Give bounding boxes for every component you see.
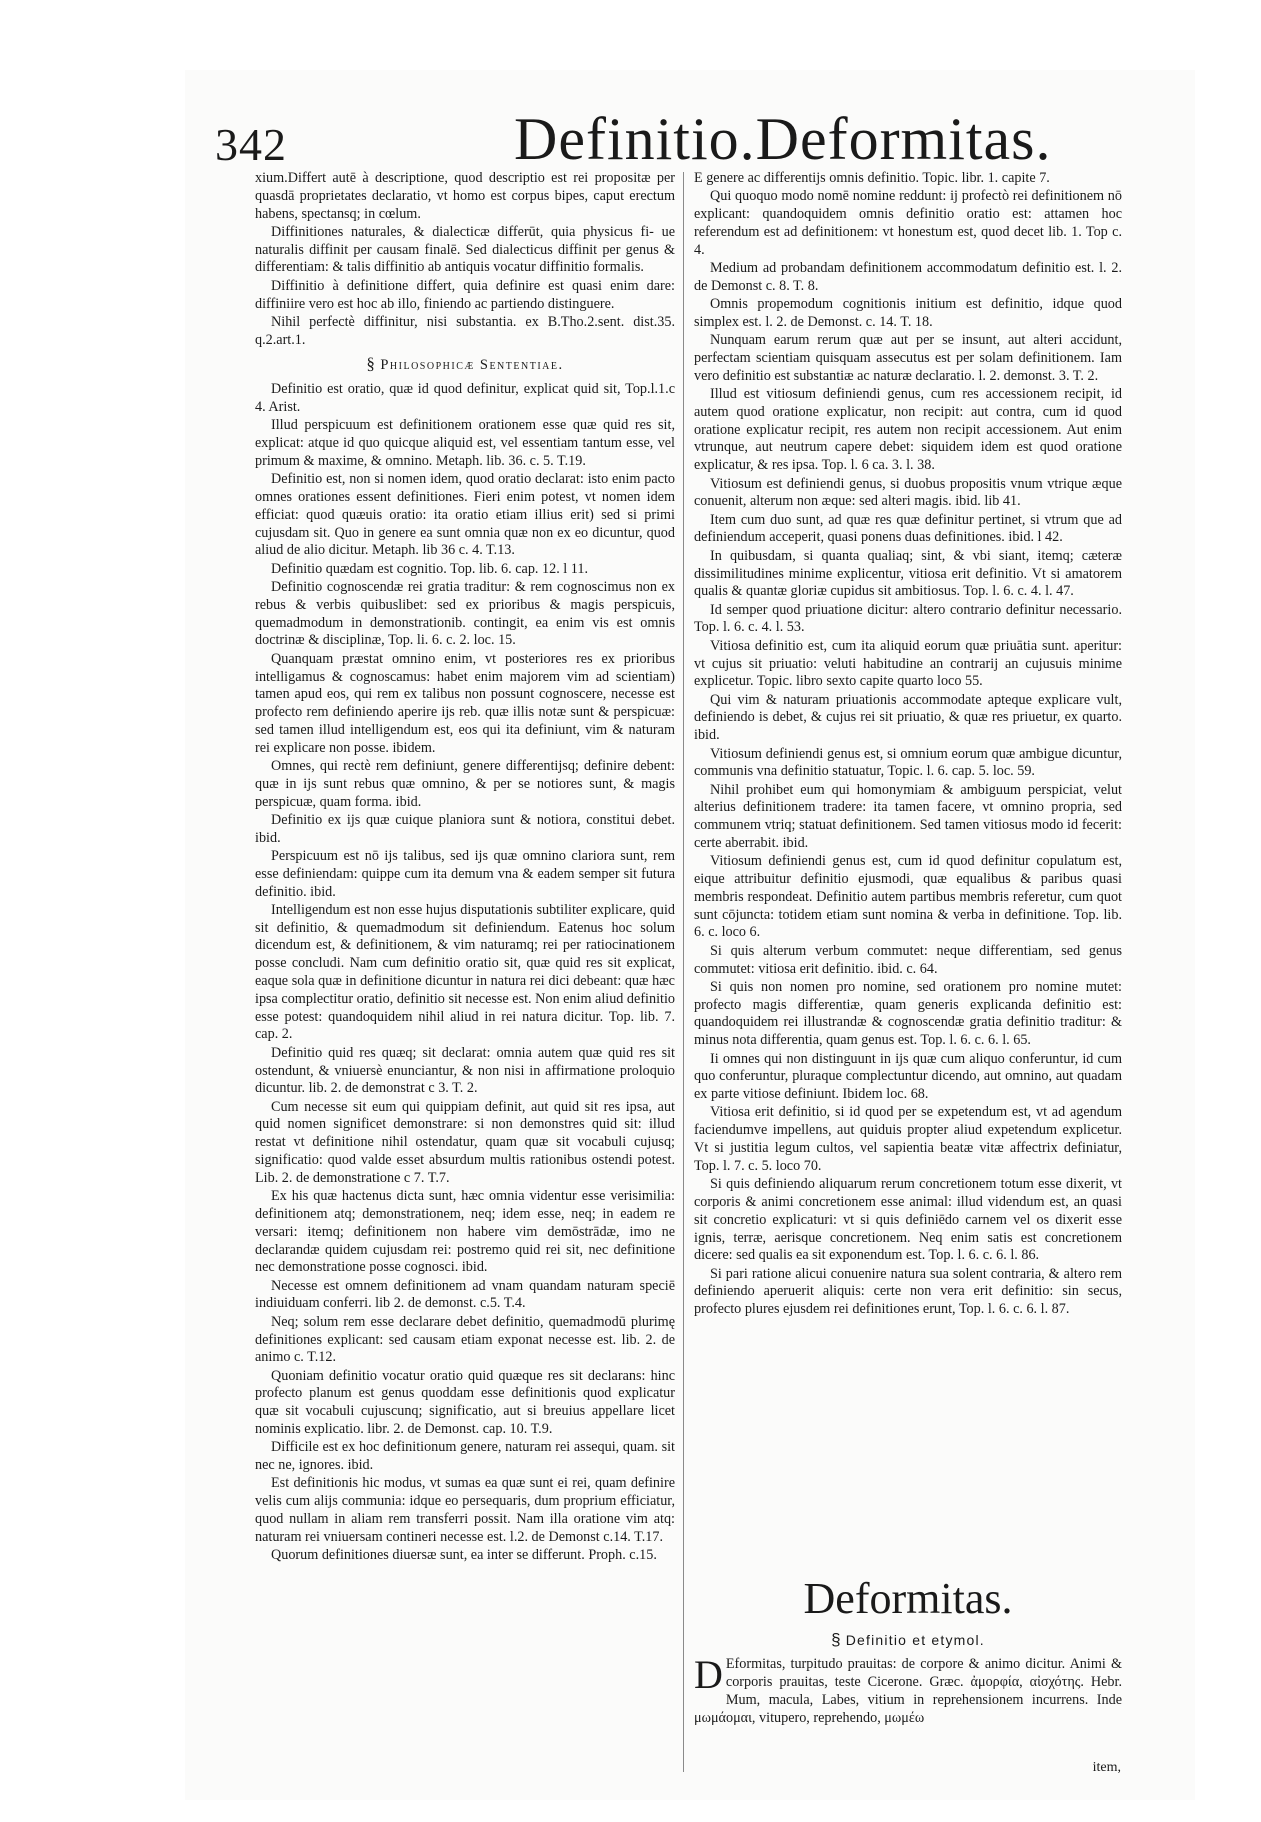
paragraph: Definitio quædam est cognitio. Top. lib. 6. cap. 12. l 11. — [271, 560, 589, 577]
paragraph: Cum necesse sit eum qui quippiam definit, aut quid sit res ipsa, aut quid nomen significet demonstrare: si non demonstres quid sit: illud restat vt definitione nihil ostendatur, quam quæ sit vocabuli cujusq; significatio: quod valde esset absurdum multis rationibus ostendi potest. Lib. 2. de demonstratione c 7. T.7. — [255, 1098, 675, 1186]
paragraph: Vitiosum est definiendi genus, si duobus propositis vnum vtrique æque conuenit, alterum non æque: sed alteri magis. ibid. lib 41. — [694, 475, 1122, 510]
paragraph: Necesse est omnem definitionem ad vnam quandam naturam speciē indiuiduam conferri. lib 2. de demonst. c.5. T.4. — [255, 1277, 675, 1312]
paragraph: Vitiosa erit definitio, si id quod per se expetendum est, vt ad agendum faciendumve impellens, aut quiduis propter aliud expetendum explicetur. Vt si justitia legum cultos, vel sapientia beatæ vitæ affectrix definiatur, Top. l. 7. c. 5. loco 70. — [694, 1104, 1122, 1174]
article-body: Eformitas, turpitudo prauitas: de corpore & animo dicitur. Animi & corporis prauitas, teste Cicerone. Græc. ἀμορφία, αἰσχότης. Hebr. Mum, macula, Labes, vitium in reprehensionem incurrens. Inde μωμάομαι, vitupero, reprehendo, μωμέω — [694, 1656, 1122, 1726]
right-column — [694, 170, 1122, 1560]
paragraph: Nihil perfectè diffinitur, nisi substantia. ex B.Tho.2.sent. dist.35. q.2.art.1. — [255, 313, 675, 348]
article-section-heading — [694, 1631, 1122, 1649]
paragraph: Diffinitiones naturales, & dialecticæ differūt, quia physicus fi- ue naturalis diffinit per causam finalē. Sed dialecticus diffinit per genus & differentiam: & talis diffinitio ab antiquis vocatur diffinitio formalis. — [255, 223, 675, 276]
intro-paragraphs — [255, 170, 675, 349]
section-mark-icon: § — [831, 1630, 842, 1649]
paragraph: Definitio est, non si nomen idem, quod oratio declarat: isto enim pacto omnes orationes essent definitiones. Fieri enim potest, vt nomen idem efficiat: quod quæuis oratio: ita oratio etiam illius erit) sed si primi cujusdam sit. Quo in genere ea sunt omnia quæ non ex eo dicuntur, quod aliud de alio dicitur. Metaph. lib 36 c. 4. T.13. — [255, 471, 675, 559]
paragraph: Si pari ratione alicui conuenire natura sua solent contraria, & altero rem definiendo aperuerit aliquis: certe non vera erit definitio: sin secus, profecto plures ejusdem rei definitiones erunt, Top. l. 6. c. 6. l. 87. — [694, 1265, 1122, 1318]
paragraph: In quibusdam, si quanta qualiaq; sint, & vbi siant, itemq; cæteræ dissimilitudines minime explicentur, vitiosa erit definitio. Vt si amatorem qualis & quantæ gloriæ cupidus sit ambitiosus. Top. l. 6. c. 4. l. 47. — [694, 547, 1122, 600]
paragraph: Quanquam præstat omnino enim, vt posteriores res ex prioribus intelligamus & cognoscamus: habet enim majorem vim ad scientiam) tamen apud eos, qui rem ex talibus non possunt cognoscere, necesse est profecto rem definiendo aperire ijs reb. quæ illis notæ sunt & perspicuæ: sed tamen illud intelligendum est, eos qui ita definiunt, vim & naturam rei explicare non posse. ibidem. — [255, 650, 675, 756]
drop-cap: D — [694, 1652, 723, 1697]
section-mark-icon: § — [366, 354, 377, 374]
paragraph: Definitio quid res quæq; sit declarat: omnia autem quæ quid res sit ostendunt, & vniuersè enunciantur, & non nisi in affirmatione proloquio dicuntur. lib. 2. de demonstrat c 3. T. 2. — [255, 1044, 675, 1097]
paragraph: Omnis propemodum cognitionis initium est definitio, idque quod simplex est. l. 2. de Demonst. c. 14. T. 18. — [694, 296, 1122, 330]
right-paragraphs — [694, 170, 1122, 1319]
paragraph: Qui quoquo modo nomē nomine reddunt: ij profectò rei definitionem nō explicant: quandoquidem omnis definitio oratio est: attamen hoc referendum est ad definitionem: vt honestum est, quod decet lib. 1. Top c. 4. — [694, 188, 1122, 258]
deformitas-article — [694, 1575, 1122, 1727]
paragraph: Si quis definiendo aliquarum rerum concretionem totum esse dixerit, vt corporis & animi concretionem esse animal: illud videndum est, an quasi sit concretio explicaturi: vt si quis definiēdo carnem vel os dixerit esse ignis, terræ, aerisque concretionem. Neq enim satis est concretionem dicere: sed qualis ea sit exponendum est. Top. l. 6. c. 6. l. 86. — [694, 1176, 1122, 1264]
paragraph: Vitiosum definiendi genus est, si omnium eorum quæ ambigue dicuntur, communis vna definitio statuatur, Topic. l. 6. cap. 5. loc. 59. — [694, 745, 1122, 780]
paragraph: Ii omnes qui non distinguunt in ijs quæ cum aliquo conferuntur, id cum quo conferuntur, pluraque complectuntur dicendo, aut omnino, aut quadam ex parte vitiose definiunt. Ibidem loc. 68. — [694, 1050, 1122, 1103]
paragraph: Vitiosa definitio est, cum ita aliquid eorum quæ priuātia sunt. aperitur: vt cujus sit priuatio: veluti habitudine an contrarij an cujusuis minime explicetur. Topic. libro sexto capite quarto loco 55. — [694, 637, 1122, 690]
paragraph: E genere ac differentijs omnis definitio. Topic. libr. 1. capite 7. — [694, 170, 1050, 186]
catchword: item, — [1092, 1760, 1121, 1775]
section-heading — [255, 355, 675, 375]
paragraph: Item cum duo sunt, ad quæ res quæ definitur pertinet, si vtrum que ad definiendum acceperit, quasi ponens duas definitiones. ibid. l 42. — [694, 511, 1122, 546]
article-text — [694, 1652, 1122, 1727]
paragraph: Quoniam definitio vocatur oratio quid quæque res sit declarans: hinc profecto planum est genus quoddam esse definitionis quod explicatur quæ sit vocabuli cujuscunq; significatio, aut si breuius appellare licet nominis explicatio. libr. 2. de Demonst. cap. 10. T.9. — [255, 1367, 675, 1437]
paragraph: Omnes, qui rectè rem definiunt, genere differentijsq; definire debent: quæ in ijs sunt rebus quæ omnino, & per se notiores sunt, & magis perspicuæ, quam forma. ibid. — [255, 758, 675, 810]
running-head: Definitio.Deformitas. — [514, 106, 1052, 172]
paragraph: Nihil prohibet eum qui homonymiam & ambiguum perspiciat, velut alterius definitionem tradere: ita tamen facere, vt omnino propria, sed communem vtriq; statuat definitionem. Sed tamen vitiosus modo id fecerit: certe aberrabit. ibid. — [694, 781, 1122, 851]
paragraph: Illud est vitiosum definiendi genus, cum res accessionem recipit, id autem quod oratione explicatur, non recipit: aut contra, cum id quod oratione explicatur recipit, res autem non recipit accessionem. Aut enim vtrunque, aut neutrum capere debet: siquidem idem est quod oratione explicatur, & res ipsa. Top. l. 6 ca. 3. l. 38. — [694, 386, 1122, 474]
paragraph: Est definitionis hic modus, vt sumas ea quæ sunt ei rei, quam definire velis cum alijs communia: idque eo persequaris, dum proprium efficiatur, quod nullam in aliam rem transferri possit. Nam illa oratione vim atq: naturam rei vniuersam contineri necesse est. l.2. de Demonst c.14. T.17. — [255, 1475, 675, 1545]
paragraph: Id semper quod priuatione dicitur: altero contrario definitur necessario. Top. l. 6. c. 4. l. 53. — [694, 601, 1122, 636]
column-divider — [683, 172, 684, 1772]
paragraph: Intelligendum est non esse hujus disputationis subtiliter explicare, quid sit definitio, & quemadmodum sit definiendum. Eatenus hoc solum dicendum est, & definitionem, & vim naturamq; rei per ratiocinationem posse concludi. Nam cum definitio oratio sit, quæ quid res sit explicat, eaque sola quæ in definitione dicuntur in natura rei dici debeant: quæ hæc ipsa complectitur oratio, definitio sit necesse est. Non enim aliud definitio esse potest: quandoquidem nihil aliud in rei natura dicitur. Top. lib. 7. cap. 2. — [255, 901, 675, 1043]
paragraph: Quorum definitiones diuersæ sunt, ea inter se differunt. Proph. c.15. — [271, 1547, 657, 1564]
section-heading-text: Philosophicæ Sententiae. — [380, 357, 564, 374]
paragraph: Vitiosum definiendi genus est, cum id quod definitur copulatum est, eique attribuitur definitio ejusmodi, quæ equalibus & paribus quasi membris respondeat. Definitio autem partibus membris referetur, cum quot sunt cōjuncta: totidem etiam sunt nomina & verba in definitione. Top. lib. 6. c. loco 6. — [694, 853, 1122, 941]
paragraph: Definitio est oratio, quæ id quod definitur, explicat quid sit, Top.l.1.c 4. Arist. — [255, 381, 675, 416]
paragraph: Si quis non nomen pro nomine, sed orationem pro nomine mutet: profecto magis differentiæ, quam generis explicanda definitio est: quandoquidem rei illustrandæ & cognoscendæ gratia definitio traditur: & minus nota differentia, quam genus est. Top. l. 6. c. 6. l. 65. — [694, 978, 1122, 1049]
page-number: 342 — [215, 119, 287, 170]
article-title: Deformitas. — [803, 1574, 1013, 1623]
sententiae-paragraphs — [255, 381, 675, 1565]
paragraph: xium.Differt autē à descriptione, quod descriptio est rei propositæ per quasdā proprietates declaratio, vt homo est corpus bipes, caput erectum habens, spectansq; in cœlum. — [255, 170, 675, 222]
paragraph: Nunquam earum rerum quæ aut per se insunt, aut alteri accidunt, perfectam scientiam quisquam assecutus est per solam definitionem. Iam vero definitio est substantiæ ac naturæ declaratio. l. 2. demonst. 3. T. 2. — [694, 332, 1122, 384]
paragraph: Medium ad probandam definitionem accommodatum definitio est. l. 2. de Demonst c. 8. T. 8. — [694, 259, 1122, 294]
paragraph: Neq; solum rem esse declarare debet definitio, quemadmodū plurimę definitiones explicant: sed causam etiam exponat necesse est. lib. 2. de animo c. T.12. — [255, 1313, 675, 1366]
paragraph: Definitio cognoscendæ rei gratia traditur: & rem cognoscimus non ex rebus & verbis quibuslibet: sed ex prioribus & magis perspicuis, quemadmodum in demonstrationib. contingit, ea enim vis est omnis doctrinæ & disciplinæ, Top. li. 6. c. 2. loc. 15. — [255, 579, 675, 649]
left-column — [255, 170, 675, 1775]
paragraph: Illud perspicuum est definitionem orationem esse quæ quid res sit, explicat: atque id quo quicque aliquid est, vel essentiam tantum esse, vel primum & maxime, & omnino. Metaph. lib. 36. c. 5. T.19. — [255, 417, 675, 469]
paragraph: Qui vim & naturam priuationis accommodate apteque explicare vult, definiendo is debet, & cujus rei sit priuatio, & quæ res priuetur, ex quarto. ibid. — [694, 691, 1122, 744]
paragraph: Perspicuum est nō ijs talibus, sed ijs quæ omnino clariora sunt, rem esse definiendam: quippe cum ita demum vna & eadem semper sit futura definitio. ibid. — [255, 847, 675, 900]
paragraph: Ex his quæ hactenus dicta sunt, hæc omnia videntur esse verisimilia: definitionem atq; demonstrationem, neq; idem esse, neq; in eadem re versari: itemq; definitionem non habere vim demōstrādæ, imo ne declarandæ quidem cujusdam rei: postremo quid rei sit, nec definitione nec demonstratione posse cognosci. ibid. — [255, 1188, 675, 1276]
article-section-text: Definitio et etymol. — [845, 1632, 985, 1648]
paragraph: Difficile est ex hoc definitionum genere, naturam rei assequi, quam. sit nec ne, ignores. ibid. — [255, 1439, 675, 1474]
paragraph: Definitio ex ijs quæ cuique planiora sunt & notiora, constitui debet. ibid. — [255, 811, 675, 846]
paragraph: Si quis alterum verbum commutet: neque differentiam, sed genus commutet: vitiosa erit definitio. ibid. c. 64. — [694, 942, 1122, 977]
paragraph: Diffinitio à definitione differt, quia definire est quasi enim dare: diffiniire vero est hoc ab illo, finiendo ac partiendo distinguere. — [255, 277, 675, 312]
